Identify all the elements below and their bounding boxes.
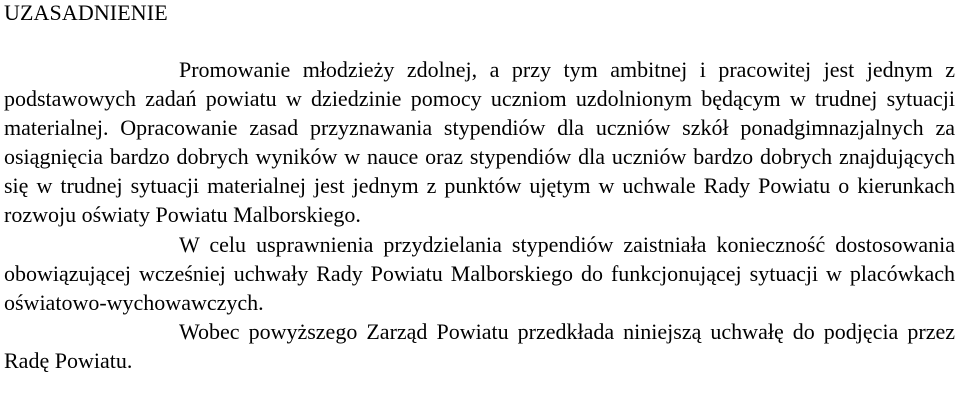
- paragraph-improvement: W celu usprawnienia przydzielania stypendiów zaistniała konieczność dostosowania obowiązującej wcześniej uchwały Rady Powiatu Malborskiego do funkcjonującej sytuacji w placówkach oświatowo-wychowawczych.: [4, 231, 955, 315]
- document-body: [4, 55, 955, 375]
- paragraph-conclusion: Wobec powyższego Zarząd Powiatu przedkłada niniejszą uchwałę do podjęcia przez Radę Powiatu.: [4, 318, 955, 373]
- document-page: [4, 0, 955, 375]
- document-heading: UZASADNIENIE: [4, 0, 168, 25]
- paragraph-promotion: Promowanie młodzieży zdolnej, a przy tym ambitnej i pracowitej jest jednym z podstawowych zadań powiatu w dziedzinie pomocy uczniom uzdolnionym będącym w trudnej sytuacji materialnej. Opracowanie zasad przyznawania stypendiów dla uczniów szkół ponadgimnazjalnych za osiągnięcia bardzo dobrych wyników w nauce oraz stypendiów dla uczniów bardzo dobrych znajdujących się w trudnej sytuacji materialnej jest jednym z punktów ujętym w uchwale Rady Powiatu o kierunkach rozwoju oświaty Powiatu Malborskiego.: [4, 57, 955, 228]
